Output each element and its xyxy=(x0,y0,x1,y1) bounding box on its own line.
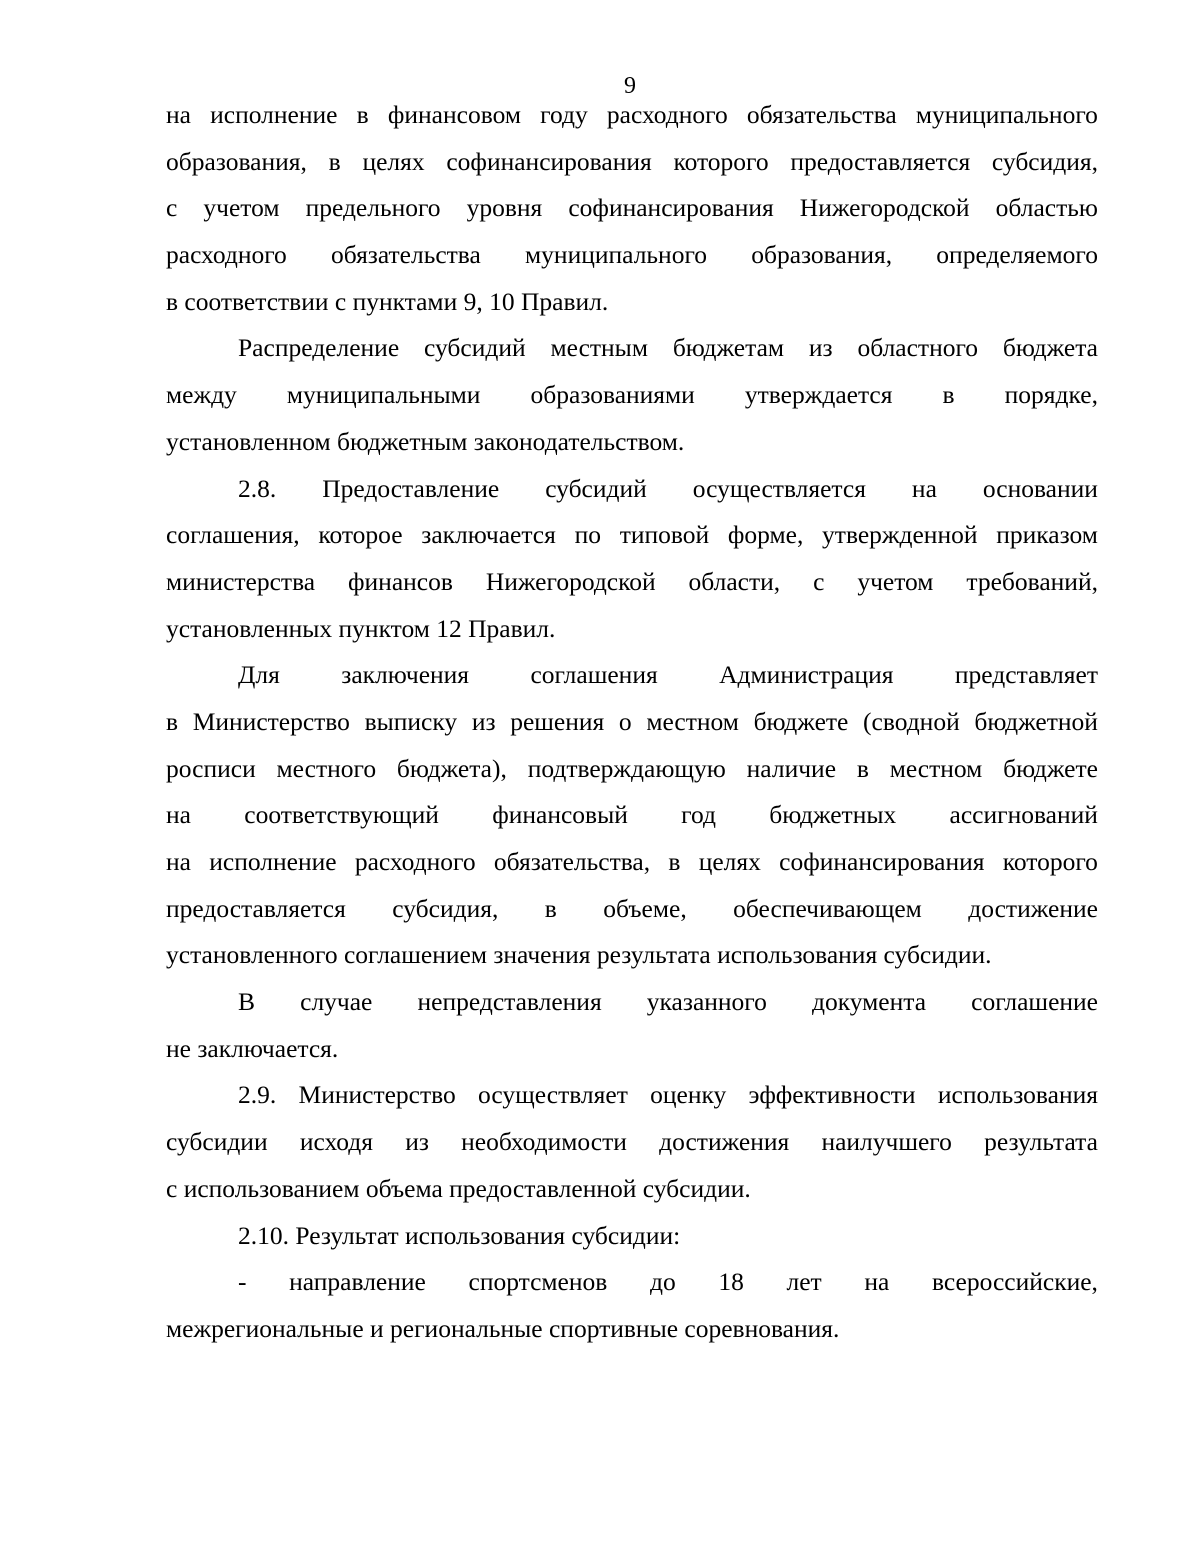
word: году xyxy=(540,100,588,129)
word: исполнение xyxy=(209,847,337,876)
word: достижение xyxy=(968,893,1098,923)
word: на xyxy=(166,847,191,876)
word: соглашение xyxy=(971,987,1098,1017)
word: 2.8. xyxy=(238,473,277,503)
text-line: установленных пунктом 12 Правил. xyxy=(166,613,556,643)
text-line: в соответствии с пунктами 9, 10 Правил. xyxy=(166,286,609,316)
word: муниципального xyxy=(525,240,708,270)
word: из xyxy=(471,706,496,736)
word: осуществляет xyxy=(478,1080,628,1110)
word: учетом xyxy=(203,193,280,223)
word: В xyxy=(238,987,256,1017)
text-line xyxy=(166,1259,1098,1306)
word: 2.9. xyxy=(238,1080,277,1110)
word: Администрация xyxy=(719,660,894,690)
word: росписи xyxy=(166,753,256,783)
word: обязательства, xyxy=(493,847,651,876)
word: образования, xyxy=(166,146,307,176)
word: соглашения xyxy=(530,660,658,690)
word: заключается xyxy=(421,520,556,550)
word: до xyxy=(649,1267,676,1297)
word: направление xyxy=(289,1267,426,1297)
word: бюджета xyxy=(1002,333,1098,363)
text-line xyxy=(166,792,1098,839)
word: министерства xyxy=(166,566,316,596)
word: определяемого xyxy=(936,240,1098,270)
text-line xyxy=(166,325,1098,372)
word: софинансирования xyxy=(568,193,774,223)
word: областью xyxy=(995,193,1098,223)
word: наличие xyxy=(746,753,837,783)
word: в xyxy=(544,893,557,923)
word: финансовый xyxy=(492,800,628,830)
word: в xyxy=(356,100,369,129)
word: указанного xyxy=(646,987,767,1017)
word: образования, xyxy=(751,240,893,270)
word: расходного xyxy=(606,100,728,129)
word: муниципальными xyxy=(286,380,481,410)
word: местном xyxy=(646,706,739,736)
word: местным xyxy=(550,333,648,363)
word: предоставляется xyxy=(790,146,971,176)
text-line: установленного соглашением значения результата использования субсидии. xyxy=(166,940,992,970)
text-line xyxy=(166,232,1098,279)
word: предоставляется xyxy=(166,893,346,923)
word: субсидии xyxy=(166,1127,268,1157)
word: форме, xyxy=(727,520,804,550)
word: приказом xyxy=(996,520,1098,550)
word: муниципального xyxy=(915,100,1098,129)
text-line: установленном бюджетным законодательством. xyxy=(166,426,685,456)
text-line xyxy=(166,699,1098,746)
word: бюджетной xyxy=(974,706,1098,736)
word: целях xyxy=(362,146,425,176)
word: предельного xyxy=(305,193,441,223)
word: в xyxy=(856,753,869,783)
word: решения xyxy=(510,706,605,736)
text-line xyxy=(166,979,1098,1026)
word: заключения xyxy=(341,660,470,690)
word: из xyxy=(405,1127,429,1157)
word: объеме, xyxy=(603,893,687,923)
word: субсидия, xyxy=(991,146,1098,176)
word: субсидий xyxy=(424,333,526,363)
word: бюджетам xyxy=(672,333,785,363)
word: Распределение xyxy=(238,333,400,363)
word: финансов xyxy=(348,566,453,596)
word: оценку xyxy=(650,1080,727,1110)
text-line: не заключается. xyxy=(166,1033,339,1063)
word: бюджете xyxy=(1003,753,1098,783)
word: утверждается xyxy=(744,380,893,410)
word: Предоставление xyxy=(322,473,500,503)
word: непредставления xyxy=(417,987,602,1017)
word: (сводной xyxy=(863,706,960,736)
word: бюджетных xyxy=(769,800,897,830)
word: выписку xyxy=(364,706,458,736)
word: субсидий xyxy=(545,473,647,503)
word: обеспечивающем xyxy=(733,893,922,923)
text-line xyxy=(166,886,1098,933)
word: достижения xyxy=(659,1127,790,1157)
word: соглашения, xyxy=(166,520,300,550)
word: - xyxy=(238,1267,247,1297)
word: основании xyxy=(982,473,1098,503)
word: обязательства xyxy=(746,100,897,129)
word: финансовом xyxy=(387,100,521,129)
word: Нижегородской xyxy=(485,566,656,596)
word: в xyxy=(668,847,681,876)
text-line: межрегиональные и региональные спортивные соревнования. xyxy=(166,1313,840,1343)
word: эффективности xyxy=(748,1080,916,1110)
word: в xyxy=(166,706,179,736)
word: софинансирования xyxy=(779,847,985,876)
word: на xyxy=(911,473,937,503)
text-line xyxy=(166,92,1098,139)
word: по xyxy=(574,520,601,550)
word: подтверждающую xyxy=(527,753,726,783)
word: которого xyxy=(1002,847,1098,876)
text-line xyxy=(166,559,1098,606)
word: которое xyxy=(318,520,403,550)
word: софинансирования xyxy=(446,146,652,176)
word: на xyxy=(864,1267,890,1297)
word: спортсменов xyxy=(468,1267,608,1297)
word: порядке, xyxy=(1004,380,1098,410)
text-line xyxy=(166,139,1098,186)
word: исполнение xyxy=(210,100,338,129)
word: документа xyxy=(812,987,927,1017)
word: с xyxy=(166,193,178,223)
word: в xyxy=(328,146,341,176)
word: с xyxy=(813,566,825,596)
word: области, xyxy=(688,566,781,596)
word: утвержденной xyxy=(822,520,978,550)
word: образованиями xyxy=(530,380,695,410)
text-line xyxy=(166,372,1098,419)
word: Для xyxy=(238,660,280,690)
word: уровня xyxy=(466,193,543,223)
word: в xyxy=(942,380,955,410)
text-line xyxy=(166,652,1098,699)
word: между xyxy=(166,380,237,410)
word: использования xyxy=(937,1080,1098,1110)
text-line xyxy=(166,512,1098,559)
word: 18 xyxy=(718,1267,744,1297)
word: всероссийские, xyxy=(931,1267,1098,1297)
word: ассигнований xyxy=(949,800,1098,830)
text-line xyxy=(166,839,1098,886)
word: Нижегородской xyxy=(799,193,970,223)
word: местного xyxy=(276,753,377,783)
word: осуществляется xyxy=(692,473,866,503)
text-line: с использованием объема предоставленной субсидии. xyxy=(166,1173,751,1203)
word: Министерство xyxy=(192,706,350,736)
word: на xyxy=(166,100,191,129)
word: случае xyxy=(300,987,373,1017)
word: обязательства xyxy=(330,240,481,270)
word: на xyxy=(166,800,191,830)
word: результата xyxy=(984,1127,1098,1157)
word: соответствующий xyxy=(244,800,439,830)
word: необходимости xyxy=(461,1127,627,1157)
page-number: 9 xyxy=(624,73,636,99)
text-line xyxy=(166,1119,1098,1166)
word: расходного xyxy=(354,847,476,876)
word: расходного xyxy=(166,240,287,270)
text-line: 2.10. Результат использования субсидии: xyxy=(238,1220,681,1250)
word: наилучшего xyxy=(821,1127,952,1157)
word: о xyxy=(618,706,632,736)
text-line xyxy=(166,185,1098,232)
word: исходя xyxy=(299,1127,373,1157)
word: год xyxy=(681,800,716,830)
word: бюджете xyxy=(753,706,849,736)
word: из xyxy=(808,333,833,363)
word: которого xyxy=(673,146,769,176)
word: учетом xyxy=(857,566,934,596)
word: представляет xyxy=(954,660,1098,690)
word: местном xyxy=(889,753,983,783)
word: областного xyxy=(857,333,979,363)
word: бюджета), xyxy=(396,753,507,783)
word: Министерство xyxy=(298,1080,456,1110)
word: требований, xyxy=(966,566,1098,596)
word: субсидия, xyxy=(392,893,499,923)
word: лет xyxy=(786,1267,822,1297)
word: типовой xyxy=(619,520,710,550)
text-line xyxy=(166,466,1098,513)
text-line xyxy=(166,746,1098,793)
word: целях xyxy=(698,847,761,876)
document-body xyxy=(166,92,1098,1353)
text-line xyxy=(166,1072,1098,1119)
